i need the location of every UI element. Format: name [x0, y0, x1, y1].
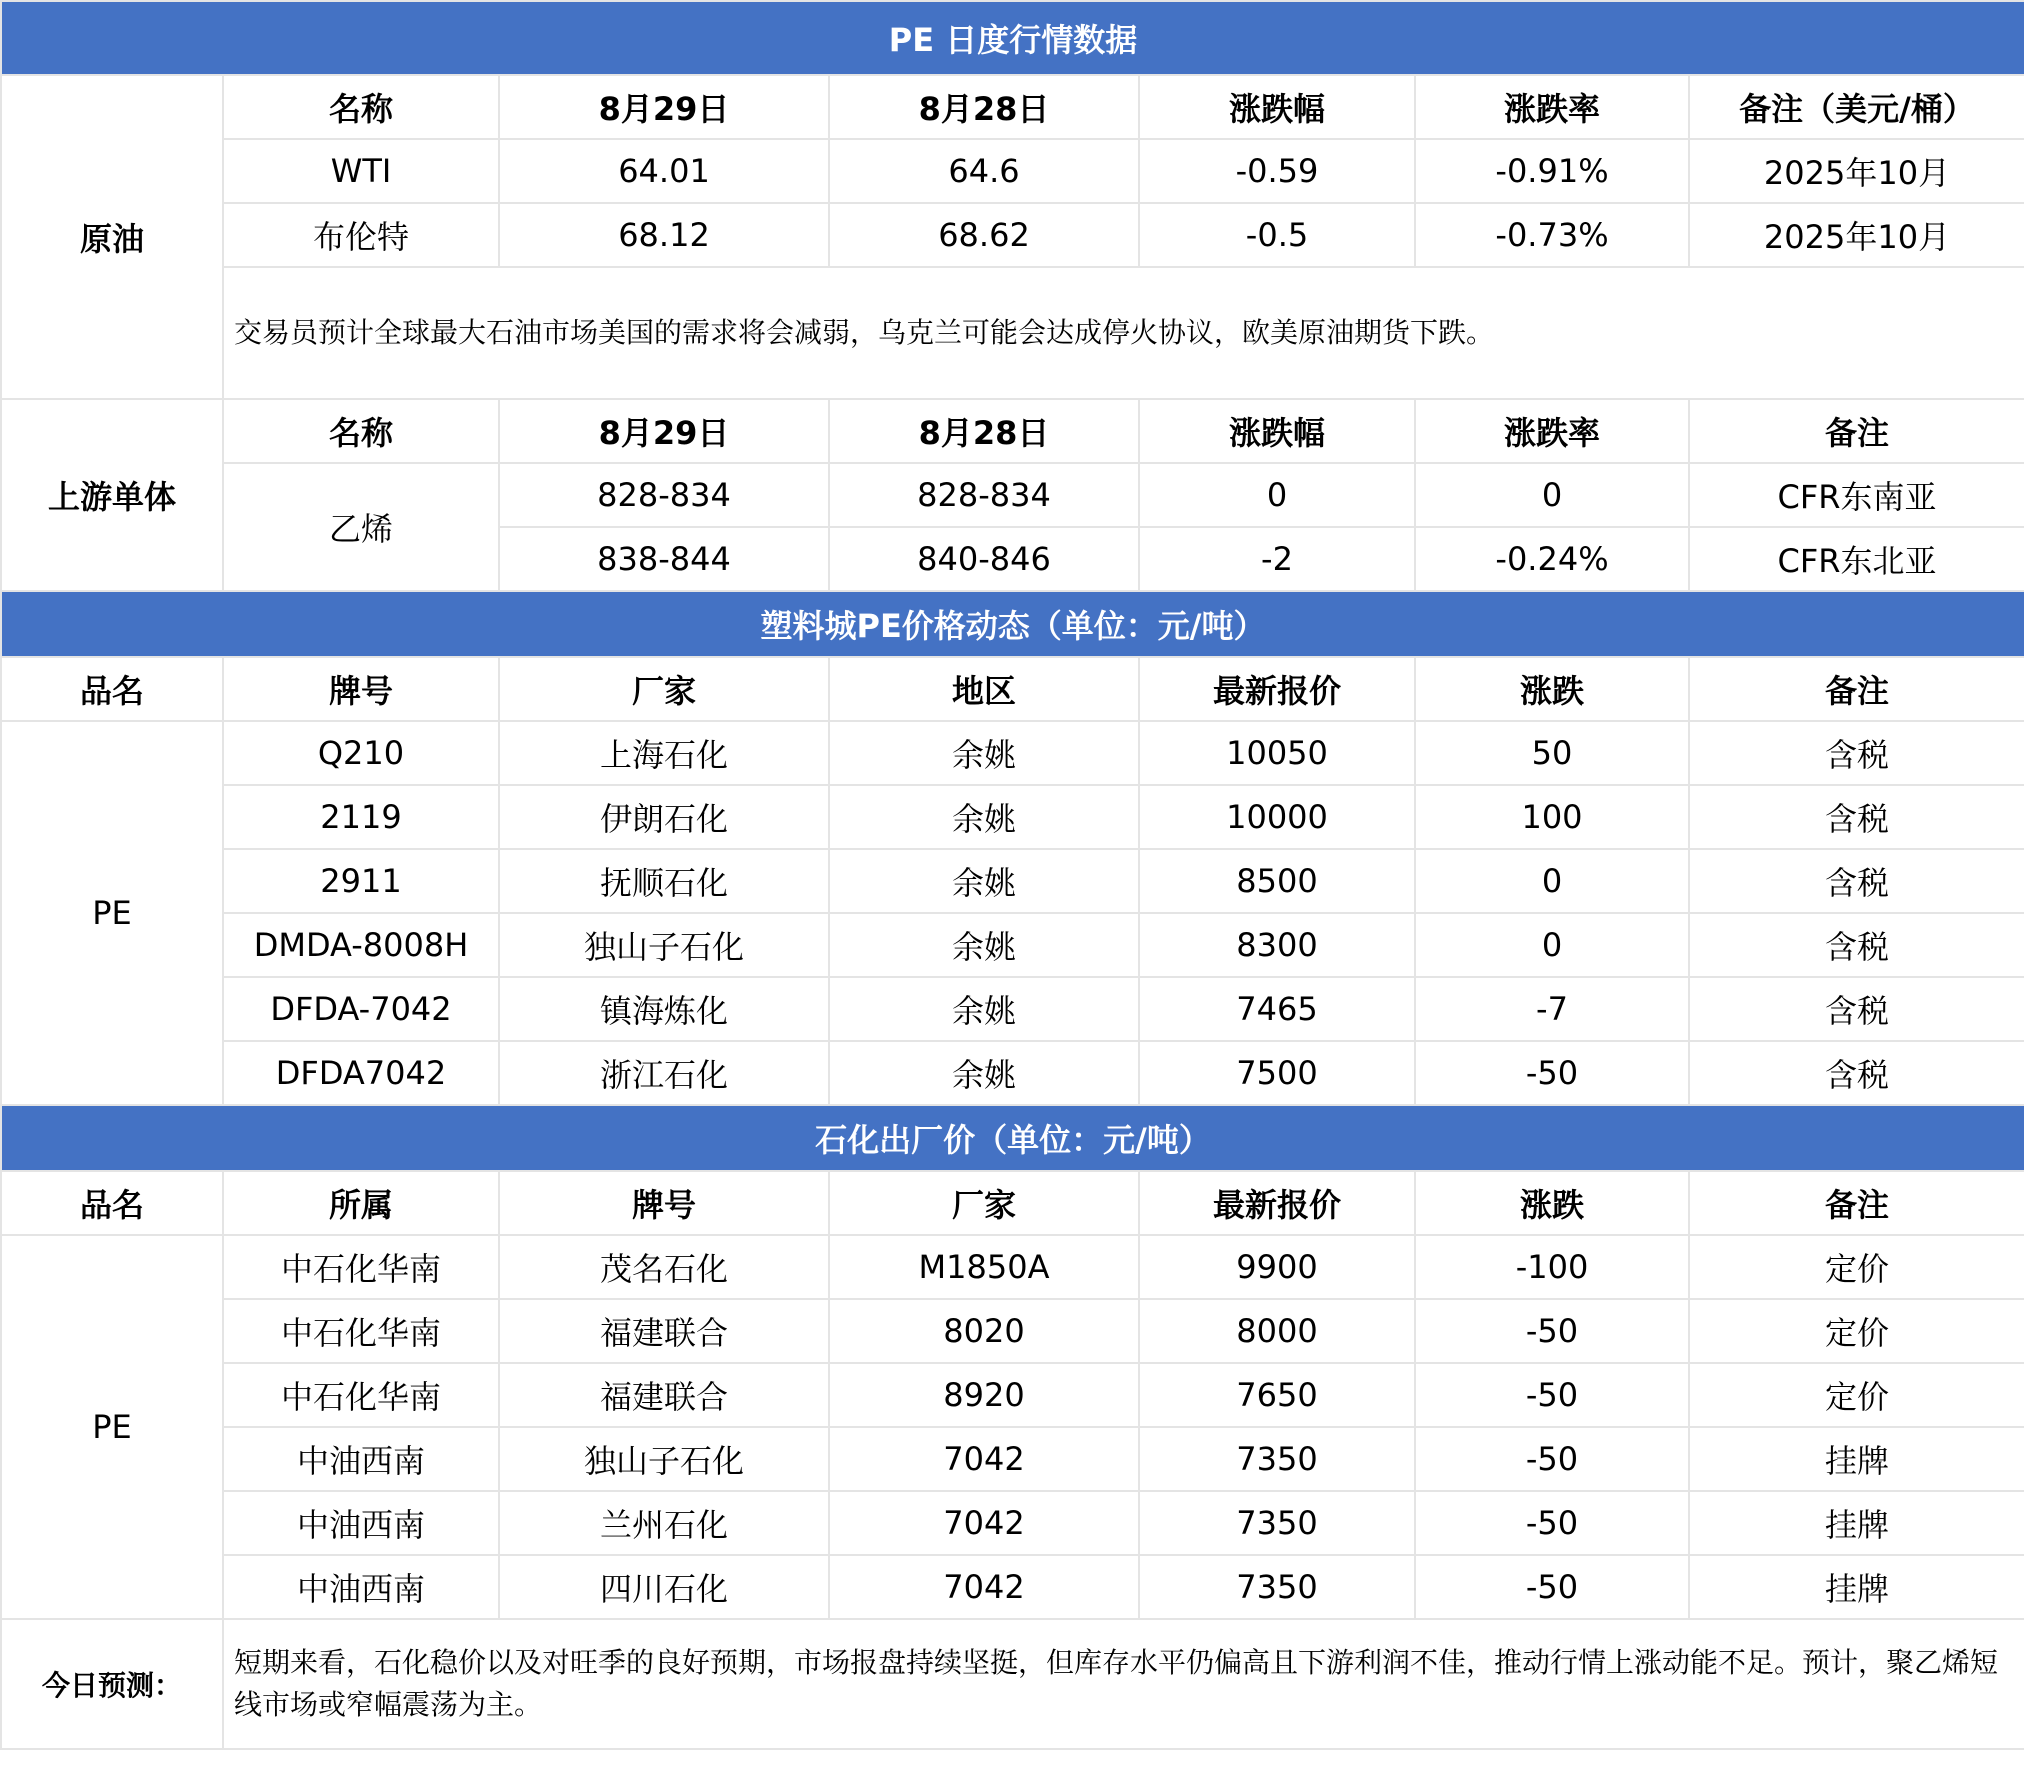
- table-cell: 7042: [829, 1427, 1139, 1491]
- crude-note-row: [1, 267, 2024, 399]
- forecast-text: 短期来看，石化稳价以及对旺季的良好预期，市场报盘持续坚挺，但库存水平仍偏高且下游利润不佳，推动行情上涨动能不足。预计，聚乙烯短线市场或窄幅震荡为主。: [223, 1619, 2024, 1749]
- table-row: [1, 785, 2024, 849]
- table-cell: DFDA7042: [223, 1041, 499, 1105]
- table-cell: 含税: [1689, 849, 2024, 913]
- crude-header-cell: 涨跌率: [1415, 75, 1689, 139]
- table-row: [1, 721, 2024, 785]
- table-cell: 挂牌: [1689, 1555, 2024, 1619]
- table-cell: 余姚: [829, 785, 1139, 849]
- crude-note: 交易员预计全球最大石油市场美国的需求将会减弱，乌克兰可能会达成停火协议，欧美原油期货下跌。: [223, 267, 2024, 399]
- ex-factory-header-cell: 备注: [1689, 1171, 2024, 1235]
- ex-factory-header-row: [1, 1171, 2024, 1235]
- table-row: [1, 1491, 2024, 1555]
- plastic-city-header-cell: 地区: [829, 657, 1139, 721]
- crude-header-cell: 名称: [223, 75, 499, 139]
- ex-factory-band-row: [1, 1105, 2024, 1171]
- table-cell: 定价: [1689, 1235, 2024, 1299]
- table-cell: DMDA-8008H: [223, 913, 499, 977]
- table-cell: 余姚: [829, 849, 1139, 913]
- table-cell: 定价: [1689, 1299, 2024, 1363]
- table-cell: 8500: [1139, 849, 1415, 913]
- crude-header-cell: 8月29日: [499, 75, 829, 139]
- table-cell: 余姚: [829, 913, 1139, 977]
- table-cell: 828-834: [499, 463, 829, 527]
- upstream-header-cell: 名称: [223, 399, 499, 463]
- table-cell: -50: [1415, 1555, 1689, 1619]
- upstream-header-cell: 涨跌幅: [1139, 399, 1415, 463]
- table-cell: DFDA-7042: [223, 977, 499, 1041]
- ex-factory-header-cell: 最新报价: [1139, 1171, 1415, 1235]
- table-cell: 福建联合: [499, 1363, 829, 1427]
- table-cell: 100: [1415, 785, 1689, 849]
- table-cell: 独山子石化: [499, 913, 829, 977]
- table-cell: -50: [1415, 1363, 1689, 1427]
- table-cell: 2025年10月: [1689, 139, 2024, 203]
- table-cell: 独山子石化: [499, 1427, 829, 1491]
- table-row: [1, 1041, 2024, 1105]
- table-cell: -2: [1139, 527, 1415, 591]
- crude-header-row: [1, 75, 2024, 139]
- table-row: [1, 1235, 2024, 1299]
- table-cell: 7350: [1139, 1491, 1415, 1555]
- table-cell: CFR东北亚: [1689, 527, 2024, 591]
- table-cell: -0.73%: [1415, 203, 1689, 267]
- table-cell: 7465: [1139, 977, 1415, 1041]
- table-cell: 64.6: [829, 139, 1139, 203]
- table-cell: 镇海炼化: [499, 977, 829, 1041]
- table-cell: 中油西南: [223, 1427, 499, 1491]
- table-cell: 7042: [829, 1491, 1139, 1555]
- table-cell: 中石化华南: [223, 1299, 499, 1363]
- table-cell: 上海石化: [499, 721, 829, 785]
- table-cell: -0.91%: [1415, 139, 1689, 203]
- table-cell: -50: [1415, 1427, 1689, 1491]
- plastic-city-header-cell: 品名: [1, 657, 223, 721]
- table-cell: 9900: [1139, 1235, 1415, 1299]
- table-row: [1, 1555, 2024, 1619]
- upstream-header-cell: 8月29日: [499, 399, 829, 463]
- ex-factory-header-cell: 品名: [1, 1171, 223, 1235]
- ex-factory-header-cell: 厂家: [829, 1171, 1139, 1235]
- ex-factory-category: PE: [1, 1235, 223, 1619]
- table-cell: 抚顺石化: [499, 849, 829, 913]
- table-cell: 含税: [1689, 913, 2024, 977]
- table-cell: 8020: [829, 1299, 1139, 1363]
- table-cell: 64.01: [499, 139, 829, 203]
- plastic-city-band-row: [1, 591, 2024, 657]
- table-cell: 福建联合: [499, 1299, 829, 1363]
- crude-header-cell: 备注（美元/桶）: [1689, 75, 2024, 139]
- table-cell: -7: [1415, 977, 1689, 1041]
- table-cell: 含税: [1689, 785, 2024, 849]
- table-cell: 7350: [1139, 1555, 1415, 1619]
- table-cell: 8300: [1139, 913, 1415, 977]
- table-cell: -0.5: [1139, 203, 1415, 267]
- table-row: [1, 463, 2024, 527]
- table-cell: 挂牌: [1689, 1427, 2024, 1491]
- upstream-header-cell: 备注: [1689, 399, 2024, 463]
- table-cell: 838-844: [499, 527, 829, 591]
- table-cell: Q210: [223, 721, 499, 785]
- plastic-city-band: 塑料城PE价格动态（单位：元/吨）: [1, 591, 2024, 657]
- plastic-city-header-cell: 涨跌: [1415, 657, 1689, 721]
- table-cell: M1850A: [829, 1235, 1139, 1299]
- upstream-header-cell: 涨跌率: [1415, 399, 1689, 463]
- table-cell: 840-846: [829, 527, 1139, 591]
- table-cell: 含税: [1689, 1041, 2024, 1105]
- table-cell: 茂名石化: [499, 1235, 829, 1299]
- table-cell: 50: [1415, 721, 1689, 785]
- table-cell: 7042: [829, 1555, 1139, 1619]
- ex-factory-header-cell: 涨跌: [1415, 1171, 1689, 1235]
- table-cell: 中石化华南: [223, 1363, 499, 1427]
- table-cell: 68.12: [499, 203, 829, 267]
- table-row: [1, 1427, 2024, 1491]
- upstream-header-row: [1, 399, 2024, 463]
- plastic-city-header-cell: 最新报价: [1139, 657, 1415, 721]
- table-cell: 7650: [1139, 1363, 1415, 1427]
- upstream-header-cell: 8月28日: [829, 399, 1139, 463]
- table-cell: -0.24%: [1415, 527, 1689, 591]
- table-cell: -50: [1415, 1041, 1689, 1105]
- ex-factory-header-cell: 牌号: [499, 1171, 829, 1235]
- table-cell: 余姚: [829, 1041, 1139, 1105]
- ex-factory-header-cell: 所属: [223, 1171, 499, 1235]
- table-cell: 挂牌: [1689, 1491, 2024, 1555]
- table-cell: -50: [1415, 1299, 1689, 1363]
- table-cell: 中油西南: [223, 1491, 499, 1555]
- table-cell: 布伦特: [223, 203, 499, 267]
- table-row: [1, 849, 2024, 913]
- table-cell: 含税: [1689, 977, 2024, 1041]
- upstream-name: 乙烯: [223, 463, 499, 591]
- crude-header-cell: 8月28日: [829, 75, 1139, 139]
- table-cell: 余姚: [829, 721, 1139, 785]
- table-cell: 四川石化: [499, 1555, 829, 1619]
- table-row: [1, 913, 2024, 977]
- table-cell: -50: [1415, 1491, 1689, 1555]
- table-cell: WTI: [223, 139, 499, 203]
- page-title: PE 日度行情数据: [1, 1, 2024, 75]
- table-cell: 0: [1139, 463, 1415, 527]
- table-row: [1, 203, 2024, 267]
- table-cell: 8920: [829, 1363, 1139, 1427]
- forecast-row: [1, 1619, 2024, 1749]
- table-cell: 2119: [223, 785, 499, 849]
- table-cell: 0: [1415, 463, 1689, 527]
- forecast-label: 今日预测：: [1, 1619, 223, 1749]
- table-cell: 68.62: [829, 203, 1139, 267]
- table-cell: 浙江石化: [499, 1041, 829, 1105]
- table-row: [1, 977, 2024, 1041]
- plastic-city-header-cell: 备注: [1689, 657, 2024, 721]
- table-cell: CFR东南亚: [1689, 463, 2024, 527]
- table-cell: 中油西南: [223, 1555, 499, 1619]
- table-cell: 2911: [223, 849, 499, 913]
- upstream-category: 上游单体: [1, 399, 223, 591]
- table-row: [1, 139, 2024, 203]
- table-cell: 2025年10月: [1689, 203, 2024, 267]
- table-cell: 余姚: [829, 977, 1139, 1041]
- title-row: [1, 1, 2024, 75]
- table-cell: 828-834: [829, 463, 1139, 527]
- ex-factory-band: 石化出厂价（单位：元/吨）: [1, 1105, 2024, 1171]
- table-cell: 8000: [1139, 1299, 1415, 1363]
- table-cell: 中石化华南: [223, 1235, 499, 1299]
- plastic-city-category: PE: [1, 721, 223, 1105]
- table-cell: 10050: [1139, 721, 1415, 785]
- table-row: [1, 1363, 2024, 1427]
- table-cell: 7500: [1139, 1041, 1415, 1105]
- table-row: [1, 1299, 2024, 1363]
- table-cell: -0.59: [1139, 139, 1415, 203]
- table-cell: 伊朗石化: [499, 785, 829, 849]
- table-cell: 0: [1415, 849, 1689, 913]
- table-cell: 含税: [1689, 721, 2024, 785]
- table-cell: 0: [1415, 913, 1689, 977]
- table-cell: 定价: [1689, 1363, 2024, 1427]
- table-cell: -100: [1415, 1235, 1689, 1299]
- table-cell: 10000: [1139, 785, 1415, 849]
- plastic-city-header-cell: 牌号: [223, 657, 499, 721]
- table-cell: 兰州石化: [499, 1491, 829, 1555]
- plastic-city-header-cell: 厂家: [499, 657, 829, 721]
- plastic-city-header-row: [1, 657, 2024, 721]
- crude-header-cell: 涨跌幅: [1139, 75, 1415, 139]
- table-cell: 7350: [1139, 1427, 1415, 1491]
- crude-category: 原油: [1, 75, 223, 399]
